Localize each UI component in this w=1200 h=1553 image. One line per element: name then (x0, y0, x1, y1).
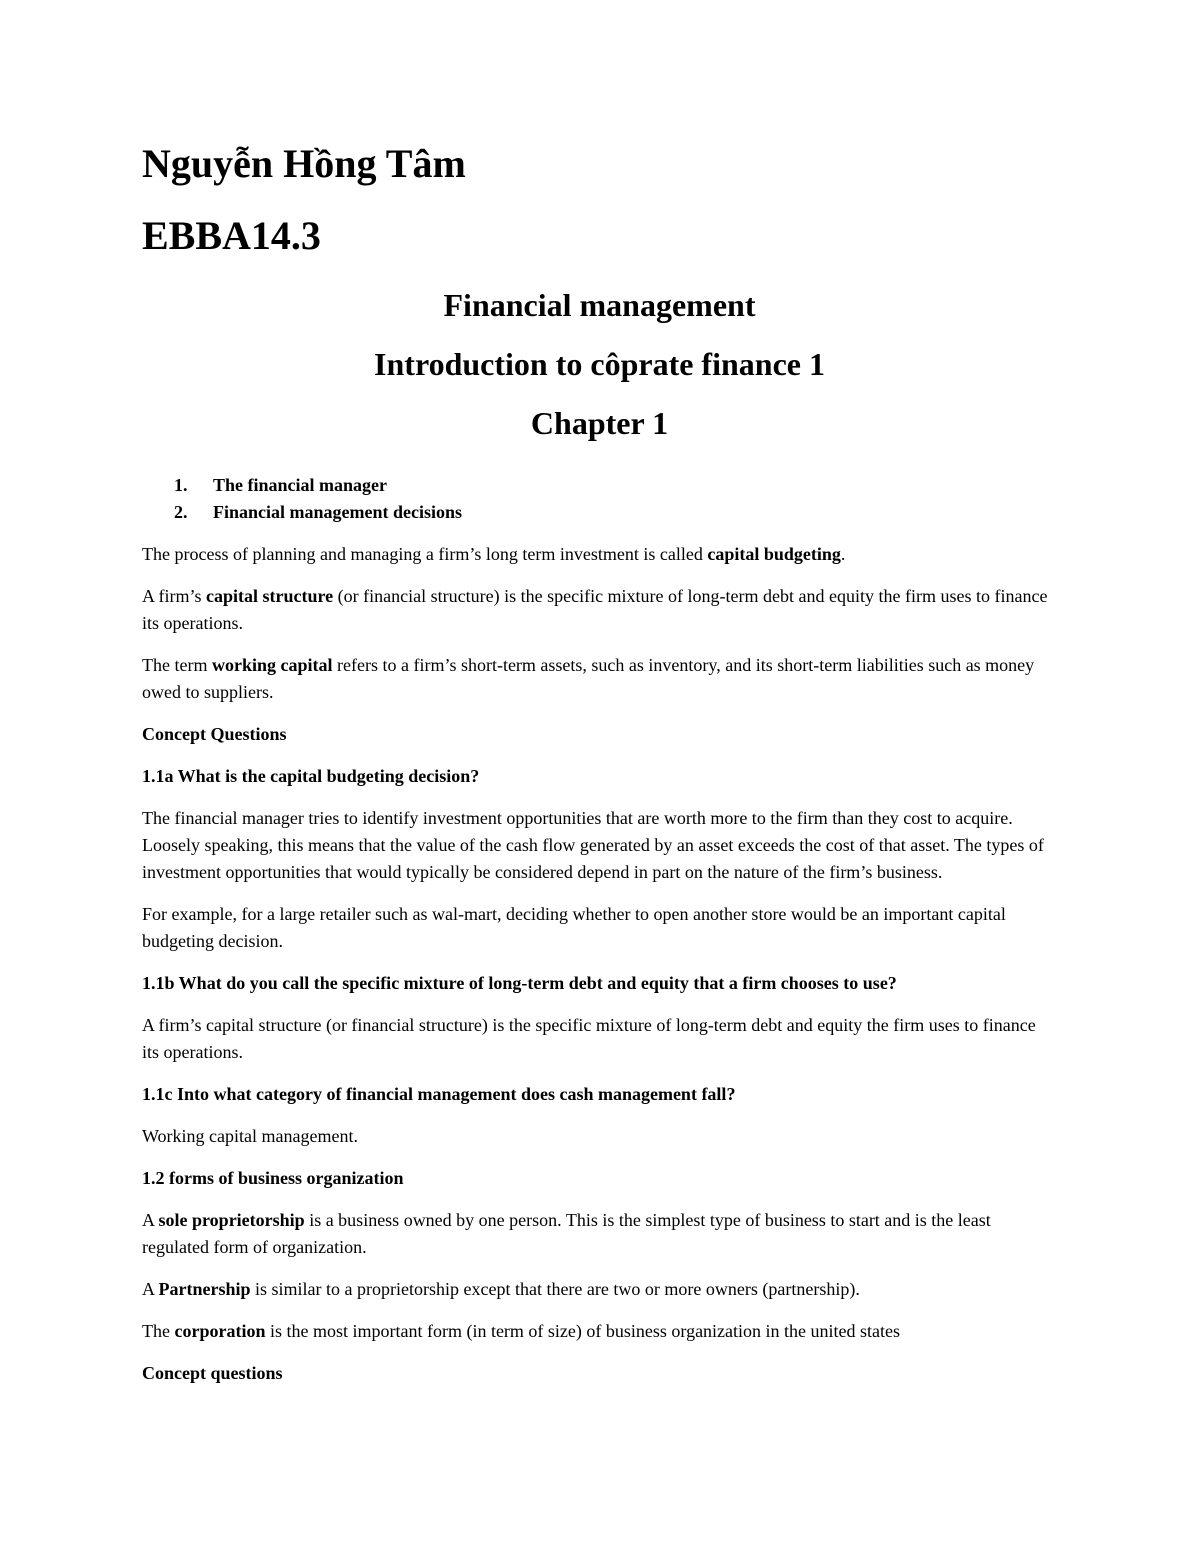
course-title: Introduction to côprate finance 1 (374, 346, 825, 382)
document-page (142, 140, 1057, 1387)
subject-title: Financial management (443, 287, 756, 323)
paragraph-corporation: The corporation is the most important form (in term of size) of business organization in the united states (142, 1321, 901, 1341)
term-capital-structure: capital structure (206, 586, 334, 606)
class-code: EBBA14.3 (142, 213, 321, 258)
answer-1-1a-part-2: For example, for a large retailer such as wal-mart, deciding whether to open another store would be an important capital budgeting decision. (142, 904, 1006, 951)
paragraph-sole-proprietorship: A sole proprietorship is a business owned by one person. This is the simplest type of business to start and is the least regulated form of organization. (142, 1210, 991, 1257)
term-working-capital: working capital (211, 655, 333, 675)
chapter-title: Chapter 1 (530, 405, 669, 441)
question-1-1c: 1.1c Into what category of financial management does cash management fall? (142, 1084, 736, 1104)
paragraph-partnership: A Partnership is similar to a proprietorship except that there are two or more owners (partnership). (142, 1279, 860, 1299)
concept-questions-heading-2: Concept questions (142, 1363, 283, 1383)
term-capital-budgeting: capital budgeting (707, 544, 841, 564)
list-item-label: Financial management decisions (213, 502, 463, 522)
list-item-number: 1. (174, 475, 188, 495)
list-item (142, 472, 1057, 499)
section-heading-1-2: 1.2 forms of business organization (142, 1168, 404, 1188)
list-item-label: The financial manager (213, 475, 387, 495)
question-1-1a: 1.1a What is the capital budgeting decision? (142, 766, 480, 786)
paragraph-capital-budgeting: The process of planning and managing a firm’s long term investment is called capital budgeting. (142, 544, 846, 564)
answer-1-1a-part-1: The financial manager tries to identify investment opportunities that are worth more to the firm than they cost to acquire. Loosely speaking, this means that the value of the cash flow generated by an asset exceeds the cost of that asset. The types of investment opportunities that would typically be considered depend in part on the nature of the firm’s business. (142, 808, 1044, 882)
question-1-1b: 1.1b What do you call the specific mixture of long-term debt and equity that a firm chooses to use? (142, 973, 897, 993)
term-corporation: corporation (174, 1321, 266, 1341)
paragraph-capital-structure: A firm’s capital structure (or financial structure) is the specific mixture of long-term debt and equity the firm uses to finance its operations. (142, 586, 1048, 633)
answer-1-1c: Working capital management. (142, 1126, 358, 1146)
author-name: Nguyễn Hồng Tâm (142, 141, 466, 186)
concept-questions-heading: Concept Questions (142, 724, 287, 744)
list-item (142, 499, 1057, 526)
answer-1-1b: A firm’s capital structure (or financial structure) is the specific mixture of long-term debt and equity the firm uses to finance its operations. (142, 1015, 1036, 1062)
paragraph-working-capital: The term working capital refers to a firm’s short-term assets, such as inventory, and its short-term liabilities such as money owed to suppliers. (142, 655, 1035, 702)
topic-list (142, 472, 1057, 526)
term-sole-proprietorship: sole proprietorship (158, 1210, 305, 1230)
list-item-number: 2. (174, 502, 188, 522)
term-partnership: Partnership (158, 1279, 251, 1299)
